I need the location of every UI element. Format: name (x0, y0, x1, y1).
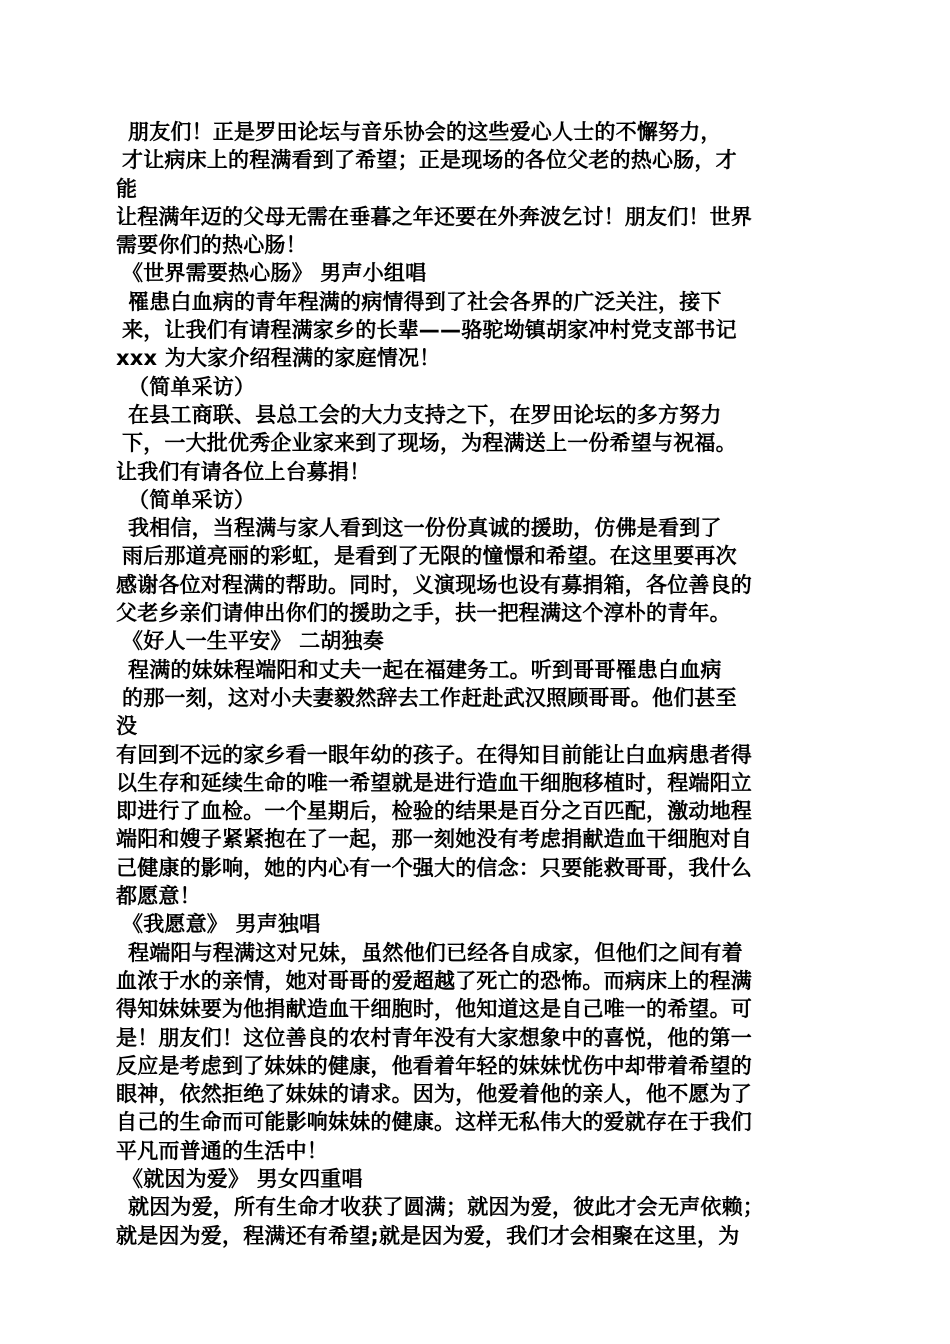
document-text-line: 《我愿意》 男声独唱 (122, 912, 321, 937)
document-text-line: 血浓于水的亲情，她对哥哥的爱超越了死亡的恐怖。而病床上的程满 (116, 968, 752, 993)
document-text-line: 《就因为爱》 男女四重唱 (122, 1166, 363, 1191)
document-text-line: 得知妹妹要为他捐献造血干细胞时，他知道这是自己唯一的希望。可 (116, 997, 752, 1022)
document-text-line: 自己的生命而可能影响妹妹的健康。这样无私伟大的爱就存在于我们 (116, 1110, 752, 1135)
document-text-line: 是！朋友们！这位善良的农村青年没有大家想象中的喜悦，他的第一 (116, 1025, 752, 1050)
document-text-line: 朋友们！正是罗田论坛与音乐协会的这些爱心人士的不懈努力， (128, 120, 722, 144)
document-text-line: 有回到不远的家乡看一眼年幼的孩子。在得知目前能让白血病患者得 (116, 742, 752, 767)
document-text-line: （简单采访） (128, 374, 256, 399)
document-text-line: 没 (116, 714, 138, 739)
document-text-line: 让程满年迈的父母无需在垂暮之年还要在外奔波乞讨！朋友们！世界 (116, 204, 752, 229)
document-text-line: 就是因为爱，程满还有希望;就是因为爱，我们才会相聚在这里，为 (116, 1223, 740, 1248)
document-text-line: 罹患白血病的青年程满的病情得到了社会各界的广泛关注，接下 (128, 289, 722, 314)
document-text-line: 眼神，依然拒绝了妹妹的请求。因为，他爱着他的亲人，他不愿为了 (116, 1082, 752, 1107)
document-text-line: 己健康的影响，她的内心有一个强大的信念：只要能救哥哥，我什么 (116, 855, 752, 880)
document-text-line: 让我们有请各位上台募捐！ (116, 459, 371, 484)
document-text-line: 即进行了血检。一个星期后，检验的结果是百分之百匹配，激动地程 (116, 799, 752, 824)
document-text-line: 来，让我们有请程满家乡的长辈——骆驼坳镇胡家冲村党支部书记 (122, 318, 737, 343)
document-text-line: 程满的妹妹程端阳和丈夫一起在福建务工。听到哥哥罹患白血病 (128, 657, 722, 682)
document-body (116, 118, 836, 1250)
document-text-line: 在县工商联、县总工会的大力支持之下，在罗田论坛的多方努力 (128, 402, 722, 427)
document-text-line: 下，一大批优秀企业家来到了现场，为程满送上一份希望与祝福。 (122, 431, 737, 456)
document-text-line: 以生存和延续生命的唯一希望就是进行造血干细胞移植时，程端阳立 (116, 770, 752, 795)
document-text-line: 程端阳与程满这对兄妹，虽然他们已经各自成家，但他们之间有着 (128, 940, 743, 965)
document-text-line: 反应是考虑到了妹妹的健康，他看着年轻的妹妹忧伤中却带着希望的 (116, 1053, 752, 1078)
document-text-line: 就因为爱，所有生命才收获了圆满；就因为爱，彼此才会无声依赖； (128, 1195, 764, 1220)
document-text-line: 《世界需要热心肠》 男声小组唱 (122, 261, 427, 286)
document-text-line: 都愿意！ (116, 884, 201, 909)
document-text-line: 的那一刻，这对小夫妻毅然辞去工作赶赴武汉照顾哥哥。他们甚至 (122, 685, 737, 710)
document-text-line: 雨后那道亮丽的彩虹，是看到了无限的憧憬和希望。在这里要再次 (122, 544, 737, 569)
document-text-line: xxx 为大家介绍程满的家庭情况！ (116, 346, 441, 371)
document-text-line: 父老乡亲们请伸出你们的援助之手，扶一把程满这个淳朴的青年。 (116, 601, 731, 626)
document-text-line: （简单采访） (128, 487, 256, 512)
document-text-line: 需要你们的热心肠！ (116, 233, 307, 258)
document-text-line: 《好人一生平安》 二胡独奏 (122, 629, 384, 654)
document-text-line: 端阳和嫂子紧紧抱在了一起，那一刻她没有考虑捐献造血干细胞对自 (116, 827, 752, 852)
document-text-line: 能 (116, 176, 138, 201)
document-text-line: 才让病床上的程满看到了希望；正是现场的各位父老的热心肠，才 (122, 148, 737, 173)
document-text-line: 我相信，当程满与家人看到这一份份真诚的援助，仿佛是看到了 (128, 516, 722, 541)
document-text-line: 平凡而普通的生活中！ (116, 1138, 328, 1163)
document-text-line: 感谢各位对程满的帮助。同时，义演现场也设有募捐箱，各位善良的 (116, 572, 752, 597)
